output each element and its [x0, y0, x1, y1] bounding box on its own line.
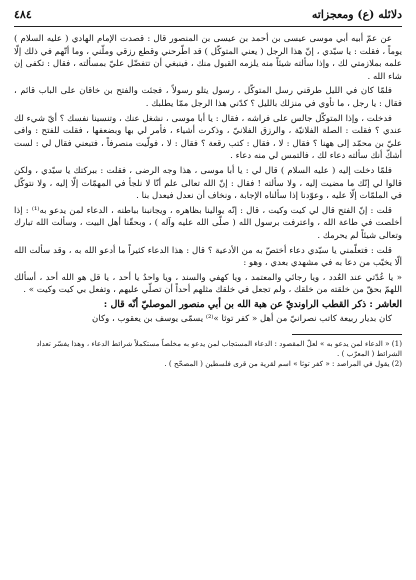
- footnote: (2) يقول في المراصد : « كفر توثا » اسم لقرية من قرى فلسطين ( المصحّح ) .: [164, 359, 402, 369]
- paragraph: عن عمّ أبيه أبي موسى عيسى بن أحمد بن عيسى بن المنصور قال : قصدت الإمام الهادي ( عليه السلام ) يوماً ، فقلت : يا سيّدي ، إنّ هذا الرجل ( يعني المتوكّل ) قد اطّرحني وقطع رزقي وملّني ، وما أتّهم في ذلك إلّا علمه بملازمتي لك ، وإذا سألته شيئاً منه يلزمه القبول منك ، فينبغي أن تتفضّل عليّ بمسألته ، فقال : تكفى إن شاء الله .: [14, 34, 402, 82]
- footnotes: [14, 339, 402, 369]
- paragraph: كان بديار ربيعة كاتب نصرانيّ من أهل « كفر توثا »⁽²⁾ يسمّى يوسف بن يعقوب ، وكان: [92, 314, 392, 325]
- footnote: (1) « الدعاء لمن يدعو به » لعلّ المقصود : الدعاء المستجاب لمن يدعو به مخلصاً مستكملاً شرائط الدعاء ، وهذا يفسّر تعداد الشرائط ( المعرّب ) .: [36, 339, 402, 359]
- paragraph: قلت : إنّ الفتح قال لي كيت وكيت ، قال : إنّه يوالينا بظاهره ، ويجانبنا بباطنه ، الدعاء لمن يدعو به⁽¹⁾ : إذا أخلصت في طاعة الله ، واعترفت برسول الله ( صلّى الله عليه وآله ) ، وبحقّنا أهل البيت ، وسألت الله تبارك وتعالى شيئاً لم يحرمك .: [14, 205, 402, 241]
- section-heading: العاشر : ذكر القطب الراونديّ عن هبة الله بن أبي منصور الموصليّ أنّه قال :: [103, 298, 402, 310]
- page-number: ٤٨٤: [14, 8, 32, 21]
- page-header: [14, 6, 402, 24]
- paragraph: فلمّا كان في الليل طرقني رسل المتوكّل ، رسول يتلو رسولاً ، فجئت والفتح بن خاقان على الباب قائم ، فقال : يا رجل ، ما تأوي في منزلك بالليل ؟ كدّني هذا الرجل ممّا يطلبك .: [14, 86, 402, 109]
- prayer-text: « يا عُدّتي عند العُدد ، ويا رجائي والمعتمد ، ويا كهفي والسند ، ويا واحدُ يا أحد ، يا قل هو الله أحد ، أسألك اللهمّ بحقّ من خلقته من خلقك ، ولم تجعل في خلقك مثلهم أحداً أن تصلّي عليهم ، وتفعل بي كيت وكيت » .: [14, 272, 402, 296]
- paragraph: قلت : فتعلّمني يا سيّدي دعاء أختصّ به من الأدعية ؟ قال : هذا الدعاء كثيراً ما أدعو الله به ، وقد سألت الله ألّا يخيّب من دعا به في مشهدي بعدي ، وهو :: [14, 245, 402, 269]
- header-rule: [14, 26, 402, 27]
- paragraph: فدخلت ، وإذا المتوكّل جالس على فراشه ، فقال : يا أبا موسى ، نشغل عنك ، وتنسينا نفسك ؟ أيّ شيء لك عندي ؟ فقلت : الصلة الفلانيّة ، والرزق الفلانيّ ، وذكرت أشياء ، فأمر لي بها وبضعفها ، فقلت للفتح : وافى عليّ بن محمّد إلى ههنا ؟ فقال : لا ، فقال : كتب رقعة ؟ فقال : لا ، فولّيت منصرفاً ، فتبعني فقال لي : لست أشكّ أنك سألته دعاء لك ، فالتمس لي منه دعاء .: [14, 113, 402, 162]
- running-title: دلائله (ع) ومعجزاته: [311, 8, 402, 21]
- footnote-rule: [292, 334, 402, 335]
- paragraph: فلمّا دخلت إليه ( عليه السلام ) قال لي : يا أبا موسى ، هذا وجه الرضى ، فقلت : ببركتك يا سيّدي ، ولكن قالوا لي إنّك ما مضيت إليه ، ولا سألته ! فقال : إنّ الله تعالى علم أنّا لا نلجأ في المهمّات إلّا إليه ، ولا نتوكّل في الملمّات إلّا عليه ، وعوّدنا إذا سألناه الإجابة ، ونخاف أن نعدل فيعدل بنا .: [14, 165, 402, 202]
- main-text: [14, 33, 402, 326]
